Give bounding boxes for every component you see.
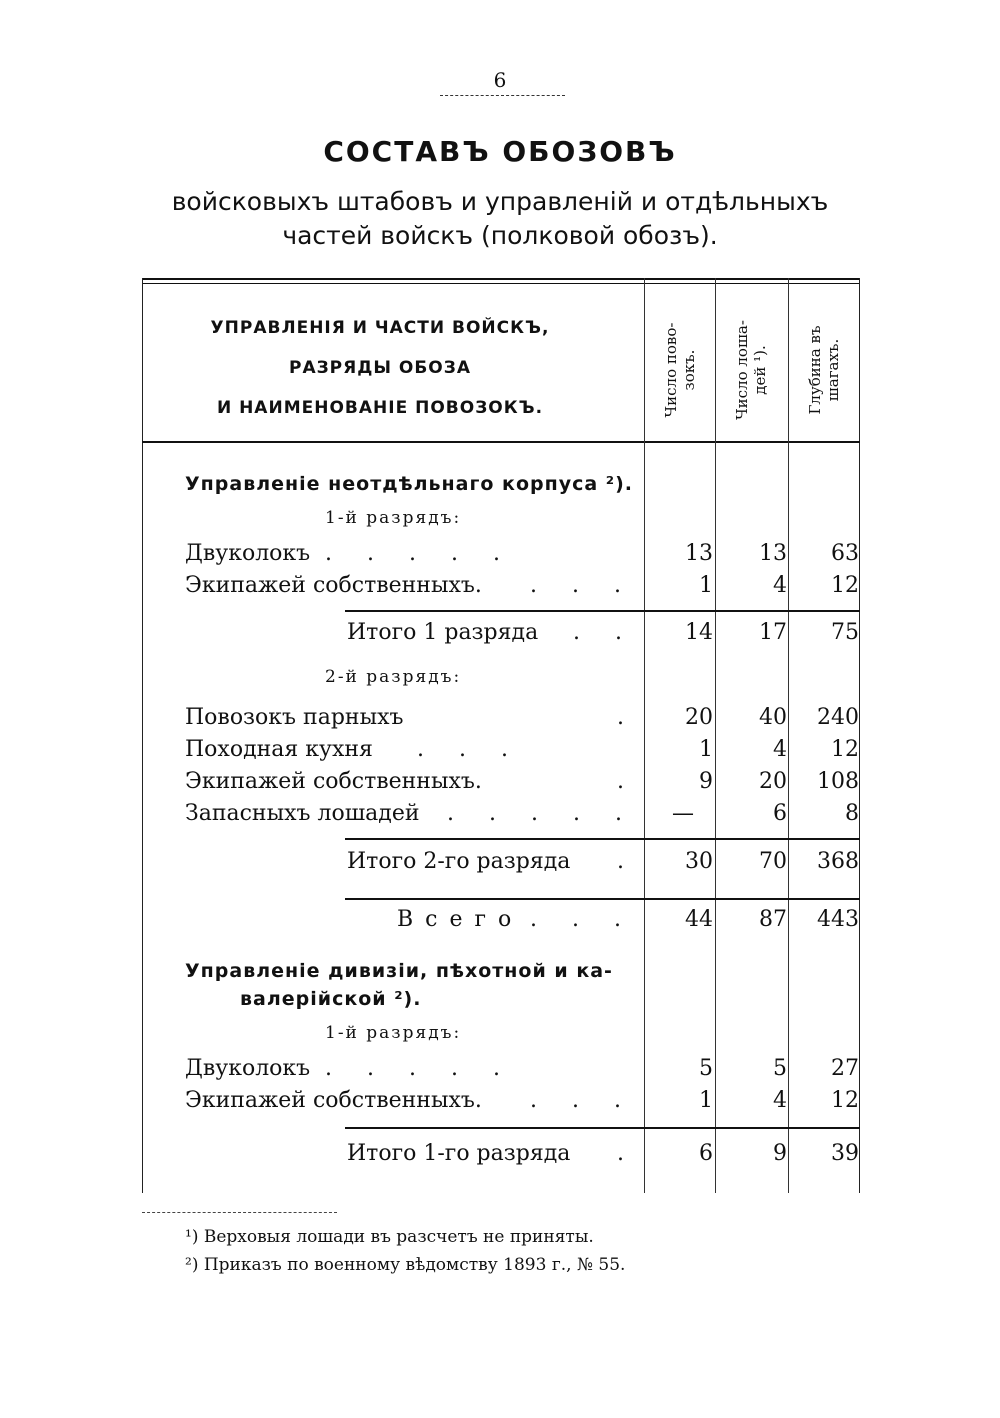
table-row [185,573,860,605]
cell-carts: 13 [685,541,713,566]
table-header-separator [142,441,860,443]
row-label: Походная кухня [185,737,373,762]
subtotal-row [185,620,860,652]
cell-horses: 4 [773,573,787,598]
rank-label: 1-й разрядъ: [325,1023,462,1043]
cell-depth: 75 [831,620,859,645]
section-title-continued: валерійской ²). [240,988,422,1010]
cell-depth: 8 [845,801,859,826]
table-left-border [142,278,143,1193]
table-row [185,705,860,737]
row-label: Экипажей собственныхъ. [185,769,482,794]
header-col-horses [716,300,786,440]
cell-carts: 5 [699,1056,713,1081]
cell-depth: 12 [831,737,859,762]
subtitle-line-2: частей войскъ (полковой обозъ). [282,221,718,250]
total-rule [345,898,860,900]
header-col-horses-a: Число лоша- [733,320,751,420]
grand-total-row [185,907,860,939]
table-row [185,737,860,769]
subtotal-row [185,849,860,881]
table-row [185,1088,860,1120]
leader-dots: . [617,769,638,794]
leader-dots: . . . . . [447,801,636,826]
cell-horses: 17 [759,620,787,645]
leader-dots: . . . . . [325,541,514,566]
row-label: Запасныхъ лошадей [185,801,420,826]
row-label: Итого 1 разряда [347,620,539,645]
cell-horses: 4 [773,1088,787,1113]
row-label: Итого 1-го разряда [347,1141,571,1166]
table-header-main [160,308,600,428]
cell-depth: 368 [817,849,859,874]
header-col-carts-a: Число пово- [662,322,680,418]
header-line-1: УПРАВЛЕНІЯ И ЧАСТИ ВОЙСКЪ, [210,318,550,338]
row-label: Всего [397,907,524,932]
leader-dots: . [617,849,638,874]
leader-dots: . [617,705,638,730]
leader-dots: . . . . . [325,1056,514,1081]
cell-carts: 14 [685,620,713,645]
cell-carts: 20 [685,705,713,730]
cell-horses: 87 [759,907,787,932]
row-label: Двуколокъ [185,1056,311,1081]
cell-depth: 39 [831,1141,859,1166]
cell-depth: 27 [831,1056,859,1081]
cell-carts: 1 [699,573,713,598]
section-title: Управленіе дивизіи, пѣхотной и ка- [185,960,613,982]
cell-carts: 44 [685,907,713,932]
rank-label: 2-й разрядъ: [325,667,462,687]
header-line-2: РАЗРЯДЫ ОБОЗА [288,358,471,378]
cell-horses: 20 [759,769,787,794]
cell-horses: 4 [773,737,787,762]
row-label: Повозокъ парныхъ [185,705,404,730]
cell-horses: 9 [773,1141,787,1166]
page-number-rule [440,95,565,96]
cell-horses: 40 [759,705,787,730]
header-col-depth-b: шагахъ. [824,338,842,402]
cell-carts: 30 [685,849,713,874]
cell-depth: 240 [817,705,859,730]
header-line-3: И НАИМЕНОВАНІЕ ПОВОЗОКЪ. [216,398,544,418]
page-subtitle [0,185,1000,253]
cell-horses: 5 [773,1056,787,1081]
subtotal-row [185,1141,860,1173]
subtotal-rule [345,610,860,612]
subtotal-rule [345,1127,860,1129]
header-col-depth [789,300,859,440]
header-col-horses-b: дей ¹). [751,345,769,395]
subtitle-line-1: войсковыхъ штабовъ и управленій и отдѣльныхъ [171,187,829,216]
cell-carts: 9 [699,769,713,794]
table-top-rule-inner [142,283,860,284]
cell-depth: 108 [817,769,859,794]
table-top-rule [142,278,860,280]
leader-dots: . . . [530,573,635,598]
row-label: Экипажей собственныхъ. [185,573,482,598]
leader-dots: . . [573,620,636,645]
row-label: Двуколокъ [185,541,311,566]
cell-carts: 6 [699,1141,713,1166]
table-row [185,769,860,801]
table-row [185,801,860,833]
footnote-1: ¹) Верховыя лошади въ разсчетъ не приняты. [185,1227,594,1247]
cell-depth: 12 [831,1088,859,1113]
table-row [185,1056,860,1088]
cell-horses: 6 [773,801,787,826]
section-title: Управленіе неотдѣльнаго корпуса ²). [185,473,634,495]
leader-dots: . . . [530,907,635,932]
cell-carts: — [672,801,694,826]
header-col-carts-b: зокъ. [680,349,698,391]
page-title: СОСТАВЪ ОБОЗОВЪ [323,135,677,168]
leader-dots: . . . [417,737,522,762]
rank-label: 1-й разрядъ: [325,508,462,528]
footnote-2: ²) Приказъ по военному вѣдомству 1893 г., № 55. [185,1255,626,1275]
leader-dots: . [617,1141,638,1166]
header-col-depth-a: Глубина въ [806,325,824,415]
cell-carts: 1 [699,1088,713,1113]
cell-depth: 12 [831,573,859,598]
cell-horses: 70 [759,849,787,874]
cell-horses: 13 [759,541,787,566]
cell-depth: 63 [831,541,859,566]
subtotal-rule [345,838,860,840]
header-col-carts [645,300,715,440]
row-label: Экипажей собственныхъ. [185,1088,482,1113]
cell-carts: 1 [699,737,713,762]
page-number: 6 [493,68,507,92]
table-row [185,541,860,573]
footnote-rule [142,1212,337,1213]
row-label: Итого 2-го разряда [347,849,571,874]
cell-depth: 443 [817,907,859,932]
leader-dots: . . . [530,1088,635,1113]
